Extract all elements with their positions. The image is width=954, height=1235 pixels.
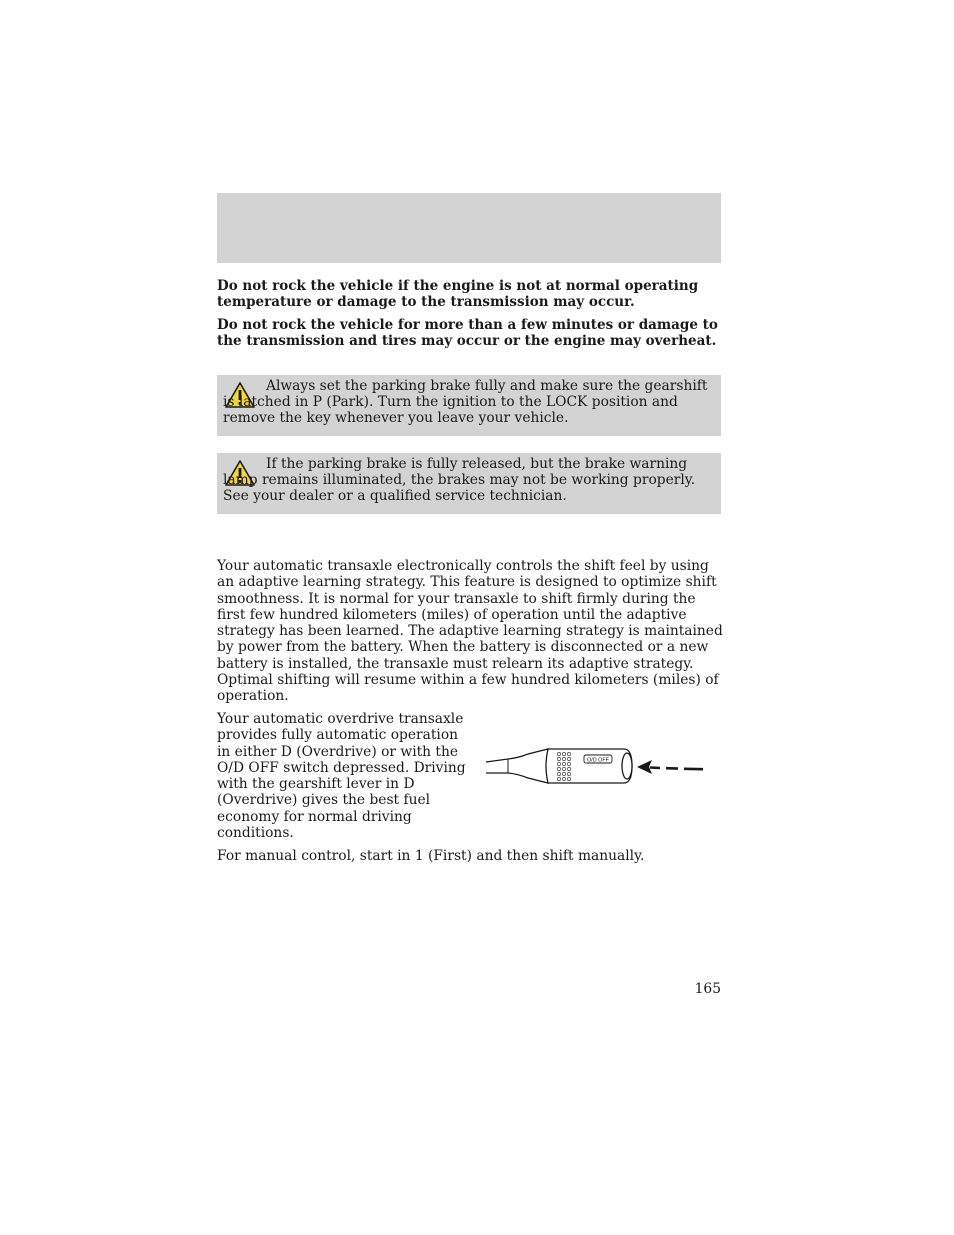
warning-text-parking-brake: Always set the parking brake fully and make sure the gearshift is latched in P (Park). Turn the ignition to the LOCK position and remove the key whenever you leave your vehicle. bbox=[223, 378, 708, 427]
caution-paragraph-engine-temperature: Do not rock the vehicle if the engine is not at normal operating temperature or damage to the transmission may occur. bbox=[217, 278, 699, 311]
warning-box-brake-lamp bbox=[217, 453, 721, 514]
gearshift-lever-illustration bbox=[484, 742, 706, 790]
od-off-switch-label: O/D OFF bbox=[587, 757, 609, 764]
section-header-band bbox=[217, 193, 721, 263]
caution-paragraph-rocking-duration: Do not rock the vehicle for more than a few minutes or damage to the transmission and tires may occur or the engine may overheat. bbox=[217, 317, 718, 350]
warning-text-brake-lamp: If the parking brake is fully released, but the brake warning lamp remains illuminated, the brakes may not be working properly. See your dealer or a qualified service technician. bbox=[223, 456, 696, 505]
page-number: 165 bbox=[694, 981, 721, 997]
pointer-arrow-icon bbox=[637, 760, 703, 774]
paragraph-overdrive-operation: Your automatic overdrive transaxle provides fully automatic operation in either D (Overdrive) or with the O/D OFF switch depressed. Driving with the gearshift lever in D (Overdrive) gives the best fuel economy for normal driving conditions. bbox=[217, 711, 466, 842]
paragraph-adaptive-learning: Your automatic transaxle electronically controls the shift feel by using an adaptive learning strategy. This feature is designed to optimize shift smoothness. It is normal for your transaxle to shift firmly during the first few hundred kilometers (miles) of operation until the adaptive strategy has been learned. The adaptive learning strategy is maintained by power from the battery. When the battery is disconnected or a new battery is installed, the transaxle must relearn its adaptive strategy. Optimal shifting will resume within a few hundred kilometers (miles) of operation. bbox=[217, 558, 723, 705]
warning-box-parking-brake bbox=[217, 375, 721, 436]
paragraph-manual-control: For manual control, start in 1 (First) and then shift manually. bbox=[217, 848, 645, 864]
